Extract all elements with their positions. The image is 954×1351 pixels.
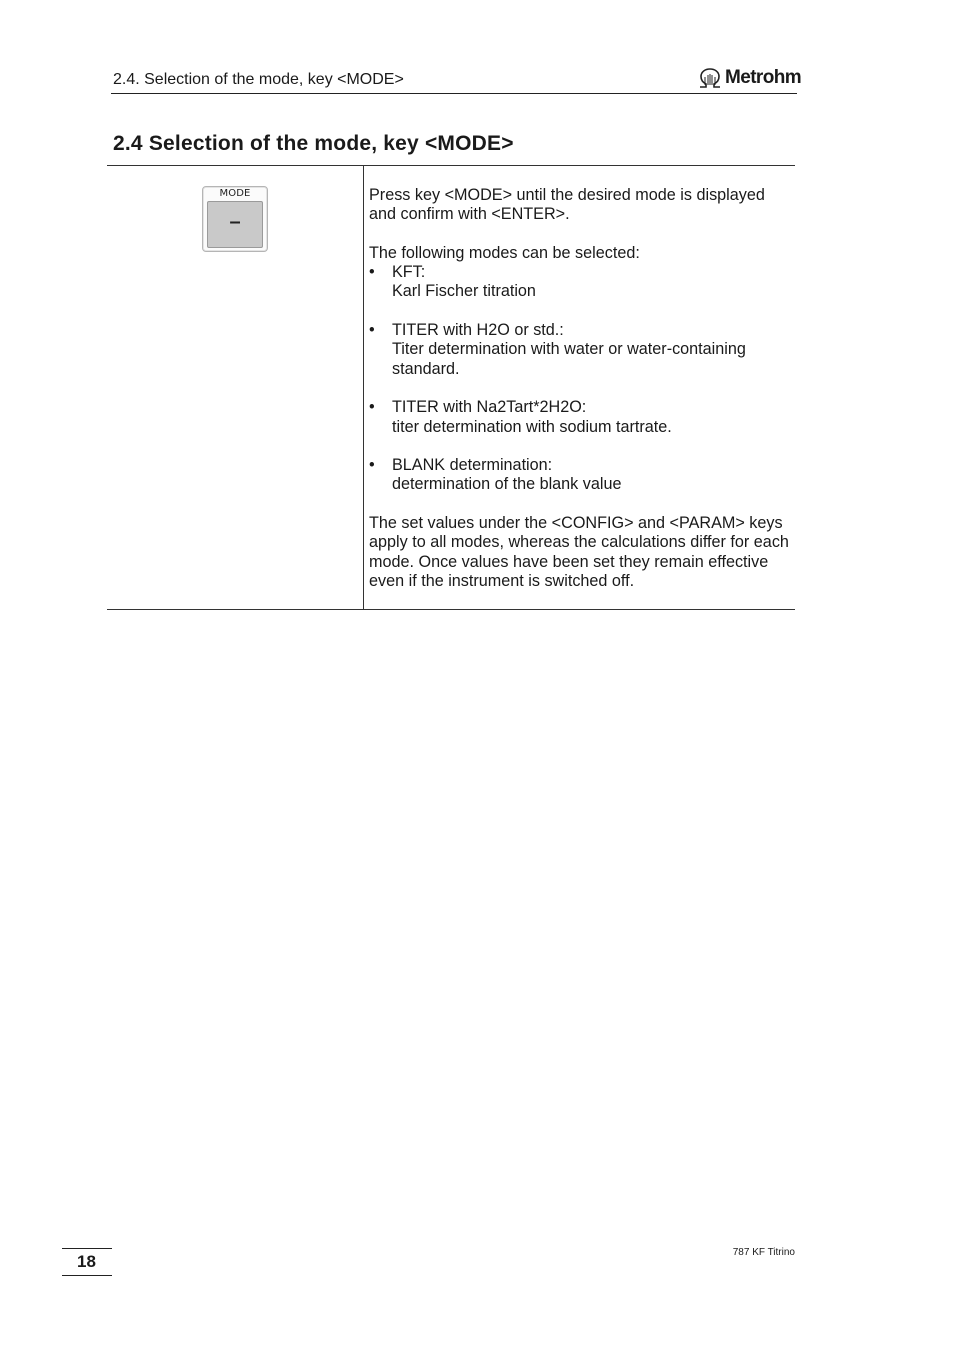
- list-item: [369, 456, 795, 495]
- list-item: [369, 263, 795, 302]
- mode-description: determination of the blank value: [392, 475, 622, 494]
- mode-description: titer determination with sodium tartrate.: [392, 417, 672, 436]
- list-item: [369, 398, 795, 437]
- intro-paragraph: Press key <MODE> until the desired mode is displayed and confirm with <ENTER>.: [369, 186, 765, 224]
- mode-title: TITER with H2O or std.:: [392, 321, 564, 340]
- mode-title: KFT:: [392, 263, 426, 282]
- closing-paragraph: The set values under the <CONFIG> and <PARAM> keys apply to all modes, whereas the calculations differ for each mode. Once values have been set they remain effective even if the instrument is switched off.: [369, 514, 789, 590]
- mode-list: [369, 263, 795, 495]
- mode-description: Karl Fischer titration: [392, 282, 536, 301]
- mode-key-label: MODE: [219, 188, 251, 199]
- running-header: 2.4. Selection of the mode, key <MODE>: [113, 71, 404, 88]
- product-name: 787 KF Titrino: [732, 1247, 795, 1258]
- list-item: [369, 321, 795, 379]
- column-divider: [363, 165, 364, 610]
- header-rule: [111, 93, 797, 94]
- page-number-rule-bottom: [62, 1275, 112, 1276]
- mode-description: Titer determination with water or water-containing standard.: [392, 340, 746, 378]
- table-top-rule: [107, 165, 795, 166]
- bullet-icon: •: [369, 321, 375, 340]
- description-text: [369, 186, 795, 611]
- mode-key-illustration: [202, 186, 268, 252]
- mode-title: BLANK determination:: [392, 456, 553, 475]
- omega-icon: [697, 67, 723, 89]
- page-number: 18: [77, 1252, 96, 1271]
- metrohm-logo: [697, 66, 801, 90]
- mode-key-face: [207, 201, 263, 248]
- list-intro: The following modes can be selected:: [369, 243, 640, 262]
- minus-icon: –: [229, 211, 241, 233]
- bullet-icon: •: [369, 398, 375, 417]
- section-title: 2.4 Selection of the mode, key <MODE>: [113, 132, 514, 155]
- mode-title: TITER with Na2Tart*2H2O:: [392, 398, 587, 417]
- bullet-icon: •: [369, 456, 375, 475]
- bullet-icon: •: [369, 263, 375, 282]
- logo-wordmark: Metrohm: [725, 67, 802, 88]
